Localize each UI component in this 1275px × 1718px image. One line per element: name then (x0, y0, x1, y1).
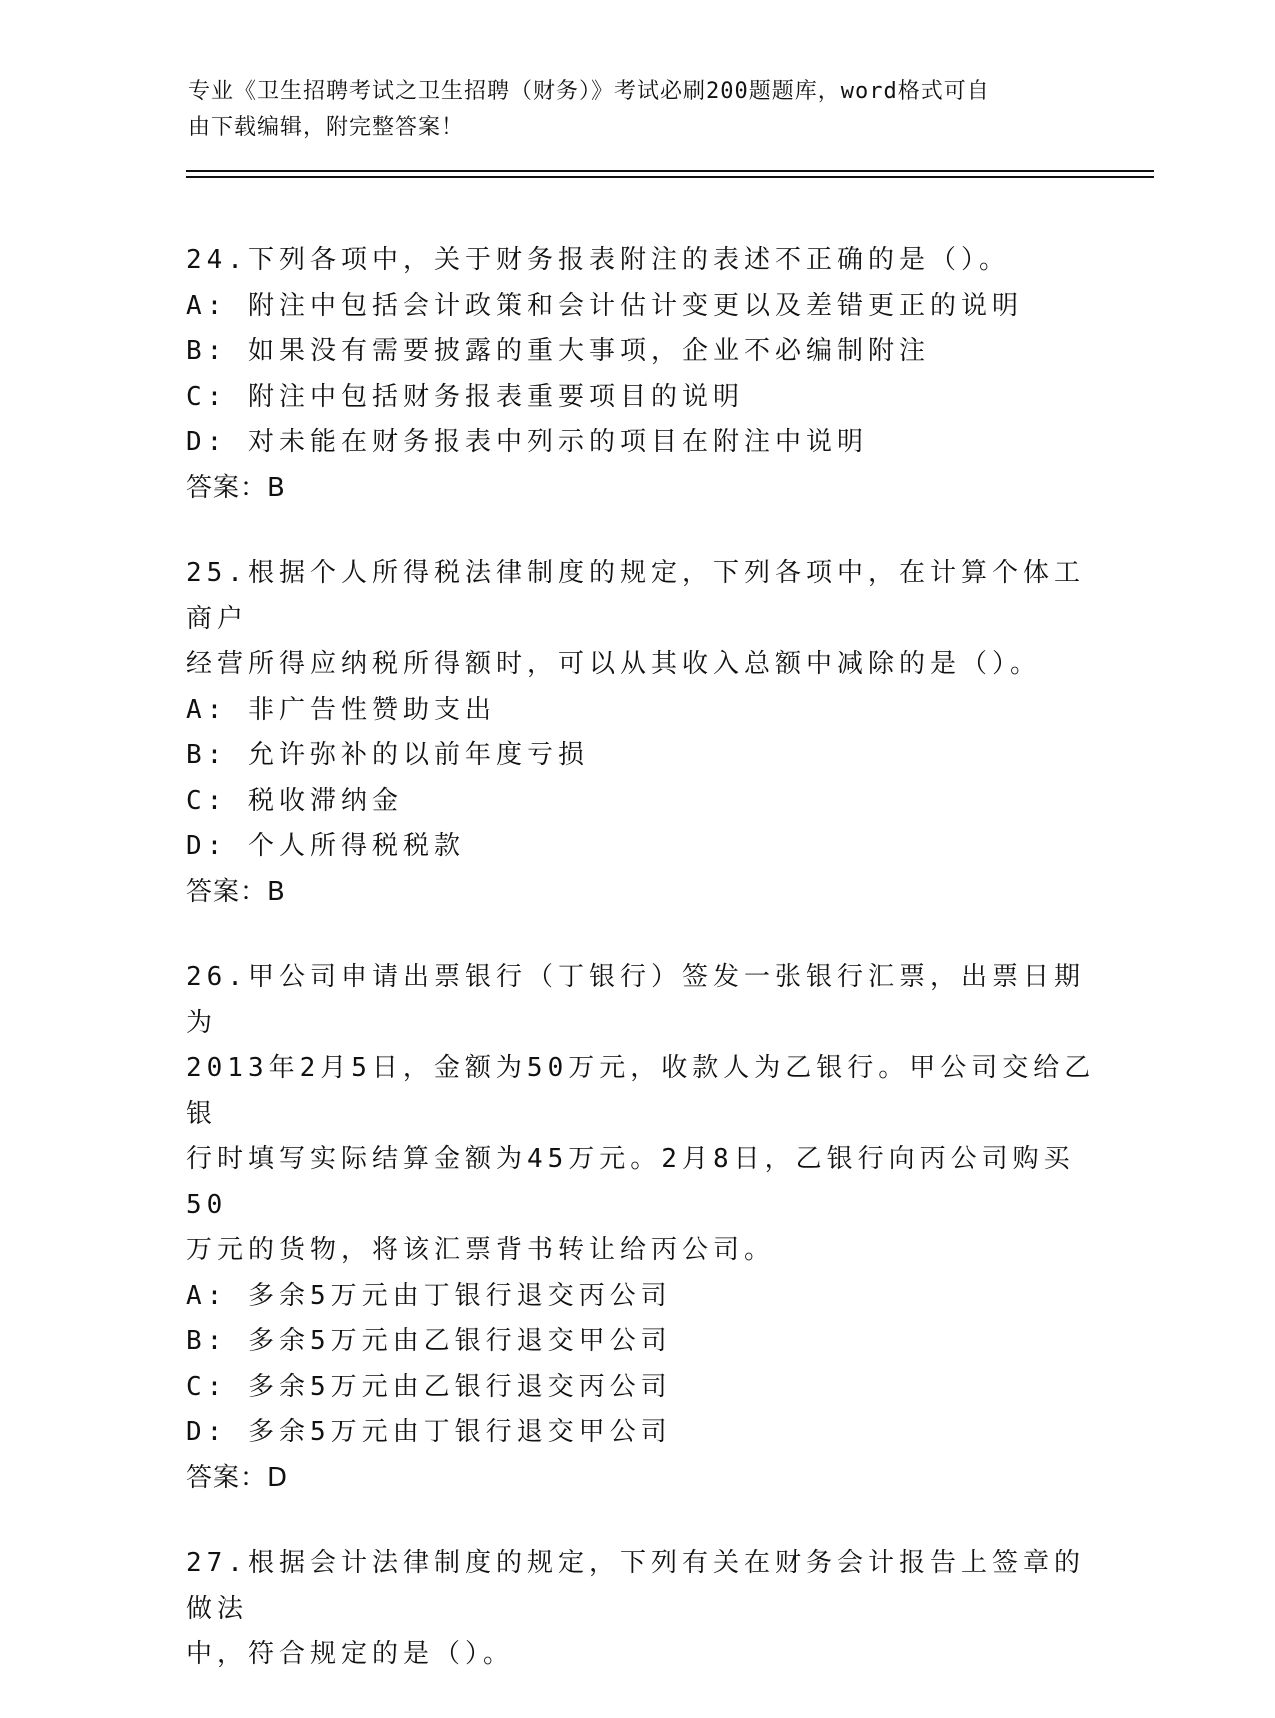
question-stem (186, 955, 1106, 1274)
question-25 (186, 551, 1106, 915)
option-b: B: 如果没有需要披露的重大事项，企业不必编制附注 (186, 336, 930, 366)
stem-line: 经营所得应纳税所得额时，可以从其收入总额中减除的是（）。 (186, 649, 1042, 679)
stem-line: 25.根据个人所得税法律制度的规定，下列各项中，在计算个体工商户 (186, 558, 1085, 634)
option-a: A: 多余5万元由丁银行退交丙公司 (186, 1280, 672, 1311)
option-c: C: 税收滞纳金 (186, 785, 403, 816)
question-stem (186, 238, 1106, 284)
header-line-2: 由下载编辑，附完整答案！ (188, 115, 465, 140)
option-d: D: 对未能在财务报表中列示的项目在附注中说明 (186, 427, 868, 457)
stem-line: 万元的货物，将该汇票背书转让给丙公司。 (186, 1235, 776, 1265)
question-stem (186, 551, 1106, 688)
question-24 (186, 238, 1106, 511)
document-header (188, 74, 1068, 146)
question-27 (186, 1541, 1106, 1678)
option-d: D: 个人所得税税款 (186, 831, 465, 861)
stem-line: 行时填写实际结算金额为45万元。2月8日，乙银行向丙公司购买50 (186, 1144, 1075, 1220)
question-26 (186, 955, 1106, 1501)
stem-line: 2013年2月5日，金额为50万元，收款人为乙银行。甲公司交给乙银 (186, 1053, 1096, 1129)
stem-line: 26.甲公司申请出票银行（丁银行）签发一张银行汇票，出票日期为 (186, 962, 1085, 1038)
stem-line: 中，符合规定的是（）。 (186, 1639, 515, 1669)
option-c: C: 附注中包括财务报表重要项目的说明 (186, 381, 744, 412)
answer-label: 答案：D (186, 1462, 289, 1493)
header-line-1: 专业《卫生招聘考试之卫生招聘（财务）》考试必刷200题题库，word格式可自 (188, 79, 990, 104)
answer-label: 答案：B (186, 472, 286, 503)
option-c: C: 多余5万元由乙银行退交丙公司 (186, 1371, 672, 1402)
option-a: A: 附注中包括会计政策和会计估计变更以及差错更正的说明 (186, 290, 1023, 321)
option-d: D: 多余5万元由丁银行退交甲公司 (186, 1417, 672, 1447)
header-divider-bottom (186, 176, 1154, 178)
stem-line: 24.下列各项中，关于财务报表附注的表述不正确的是（）。 (186, 245, 1010, 275)
header-divider-top (186, 170, 1154, 172)
question-list (186, 238, 1106, 1718)
stem-line: 27.根据会计法律制度的规定，下列有关在财务会计报告上签章的做法 (186, 1548, 1085, 1624)
answer-label: 答案：B (186, 876, 286, 907)
option-b: B: 多余5万元由乙银行退交甲公司 (186, 1326, 672, 1356)
question-stem (186, 1541, 1106, 1678)
option-a: A: 非广告性赞助支出 (186, 694, 496, 725)
option-b: B: 允许弥补的以前年度亏损 (186, 740, 589, 770)
